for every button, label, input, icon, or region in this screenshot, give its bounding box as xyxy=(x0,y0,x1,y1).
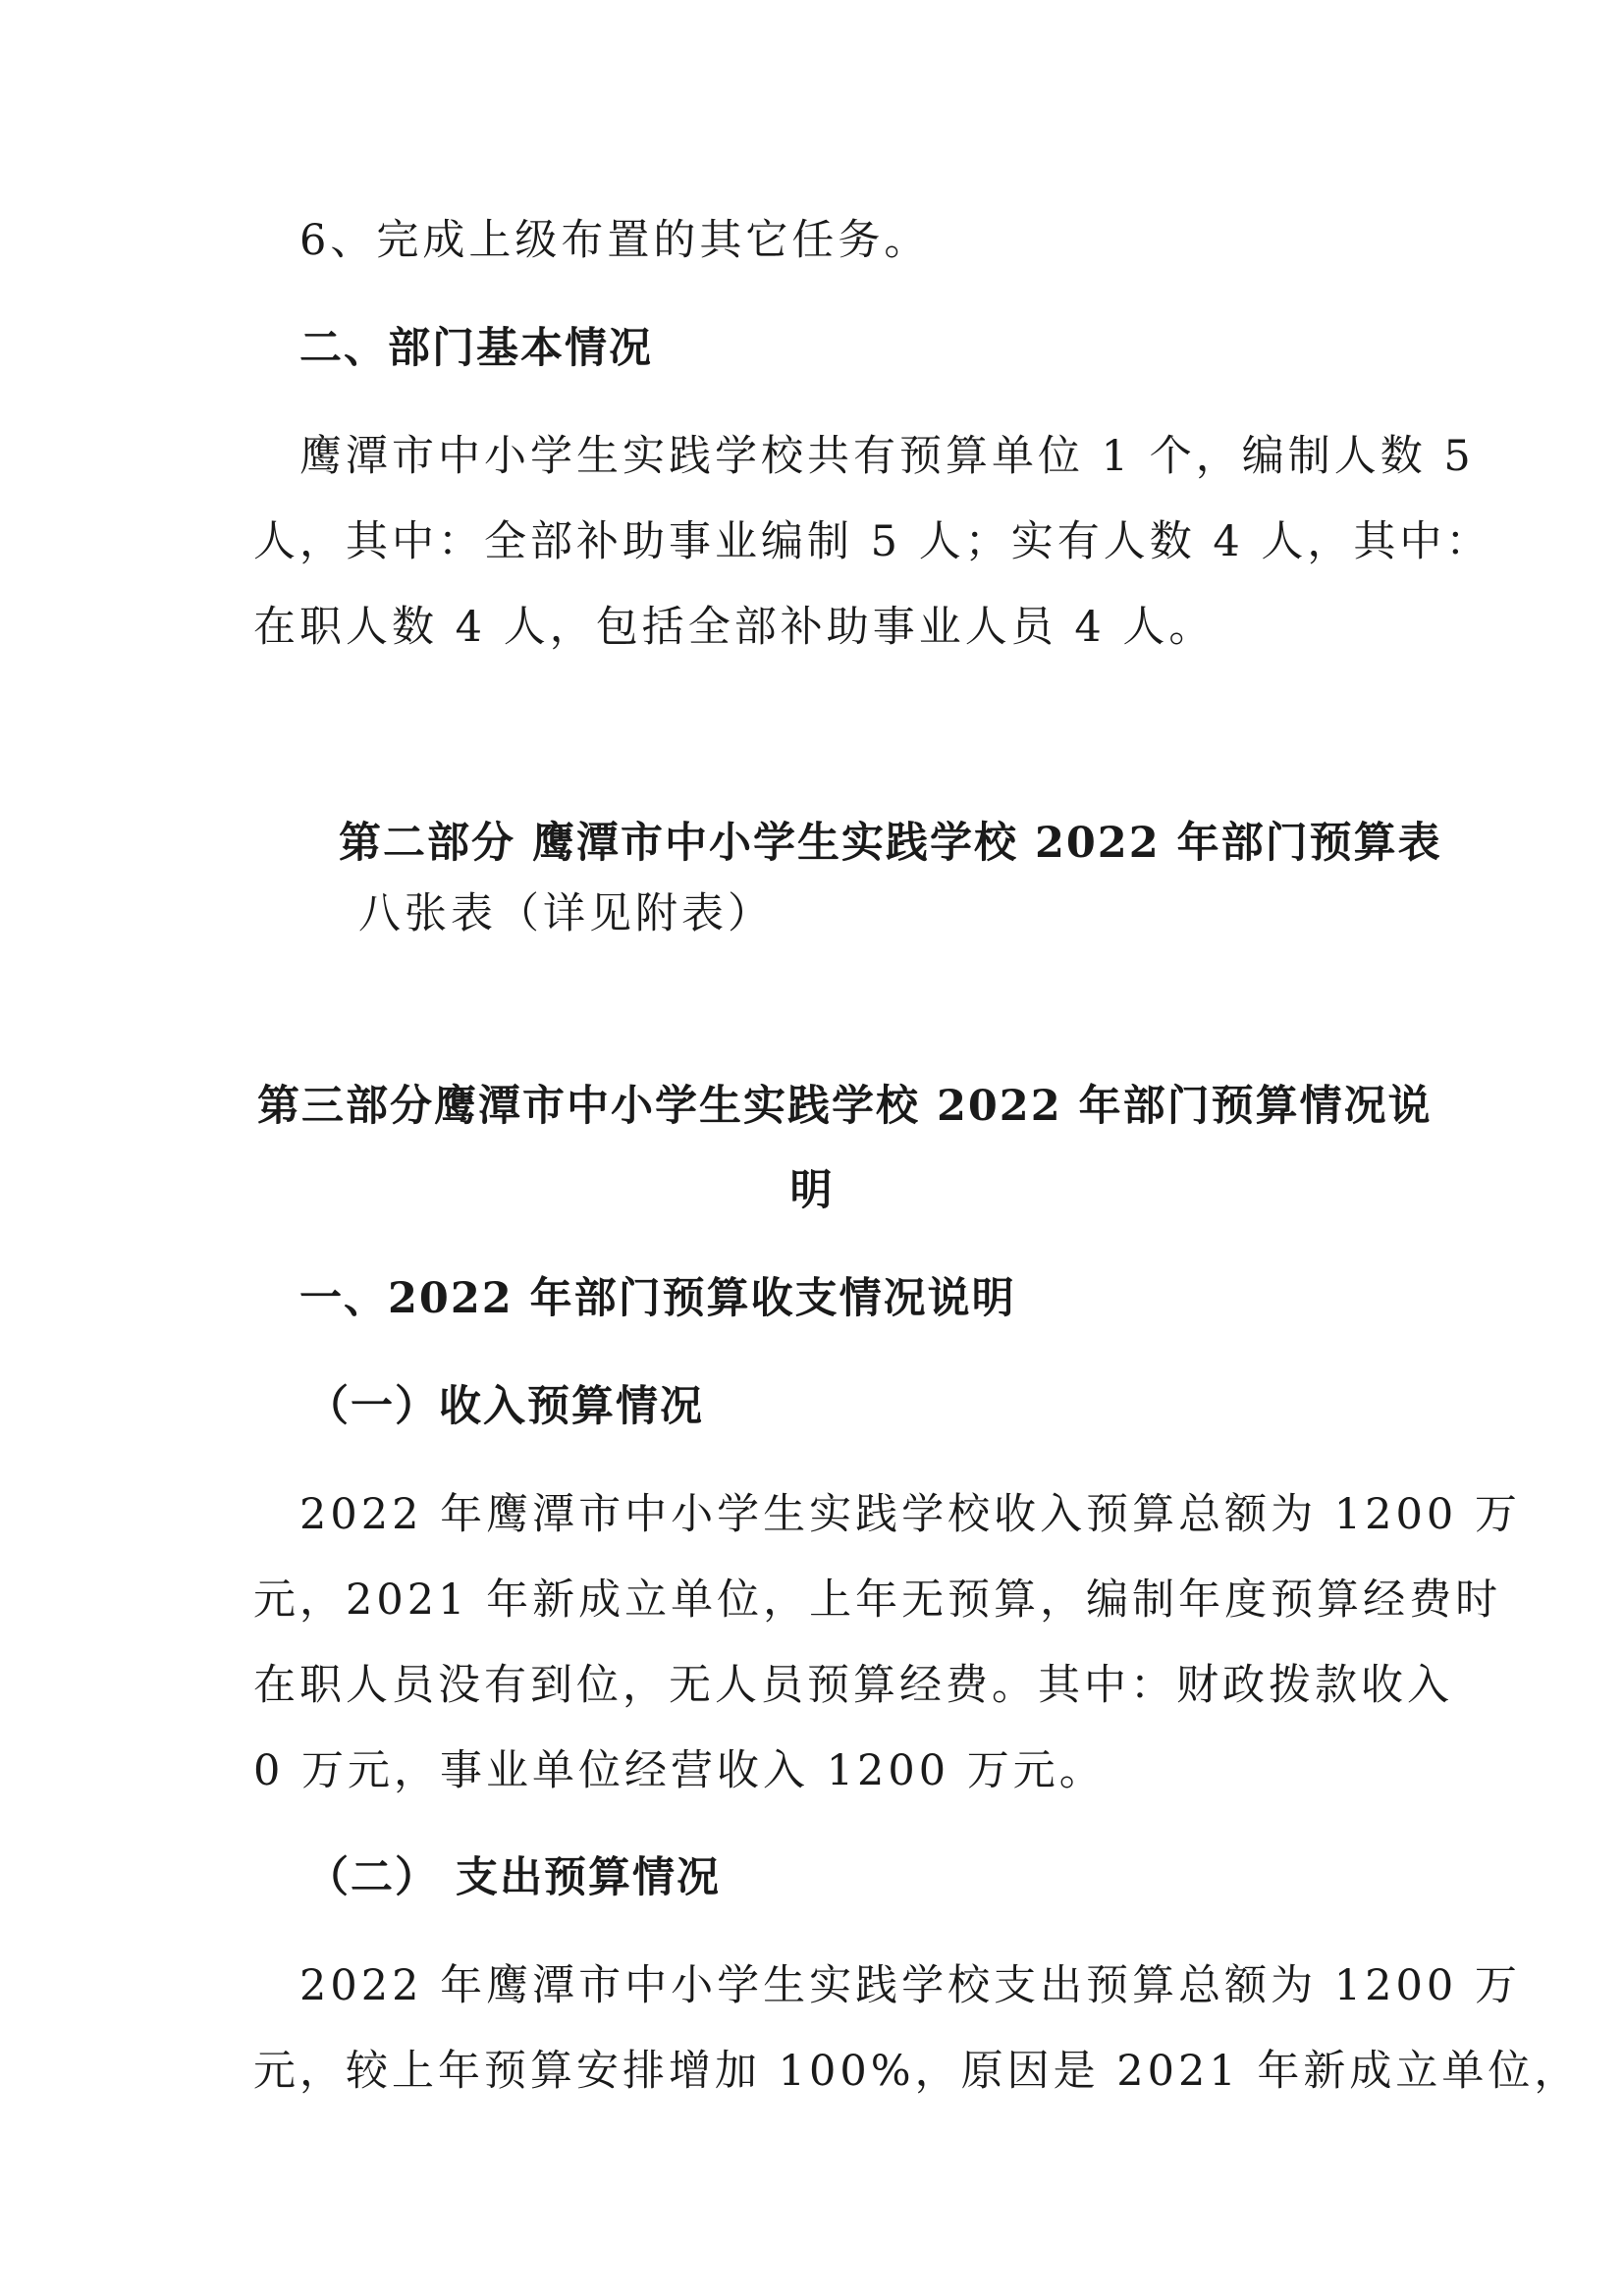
subheading-expense: （二） 支出预算情况 xyxy=(306,1853,721,1902)
task-item-6: 6、完成上级布置的其它任务。 xyxy=(299,216,931,265)
expense-line-2: 元，较上年预算安排增加 100%，原因是 2021 年新成立单位， xyxy=(253,2047,1581,2096)
part3-title-line-2: 明 xyxy=(789,1166,835,1215)
section-heading-basic-info: 二、部门基本情况 xyxy=(299,324,653,373)
income-line-4: 0 万元，事业单位经营收入 1200 万元。 xyxy=(253,1746,1106,1795)
expense-line-1: 2022 年鹰潭市中小学生实践学校支出预算总额为 1200 万 xyxy=(299,1961,1521,2010)
basic-info-line-3: 在职人数 4 人，包括全部补助事业人员 4 人。 xyxy=(253,603,1216,652)
part2-subtitle: 八张表（详见附表） xyxy=(358,889,774,938)
part3-title-line-1: 第三部分鹰潭市中小学生实践学校 2022 年部门预算情况说 xyxy=(257,1082,1433,1131)
basic-info-line-2: 人，其中：全部补助事业编制 5 人；实有人数 4 人，其中： xyxy=(253,517,1492,566)
income-line-1: 2022 年鹰潭市中小学生实践学校收入预算总额为 1200 万 xyxy=(299,1490,1521,1539)
basic-info-line-1: 鹰潭市中小学生实践学校共有预算单位 1 个，编制人数 5 xyxy=(299,432,1475,481)
income-line-3: 在职人员没有到位，无人员预算经费。其中：财政拨款收入 xyxy=(253,1661,1453,1710)
subheading-income: （一）收入预算情况 xyxy=(306,1382,704,1431)
section-heading-budget-overview: 一、2022 年部门预算收支情况说明 xyxy=(299,1274,1016,1323)
part2-title: 第二部分 鹰潭市中小学生实践学校 2022 年部门预算表 xyxy=(339,819,1442,868)
income-line-2: 元，2021 年新成立单位，上年无预算，编制年度预算经费时 xyxy=(253,1575,1502,1625)
